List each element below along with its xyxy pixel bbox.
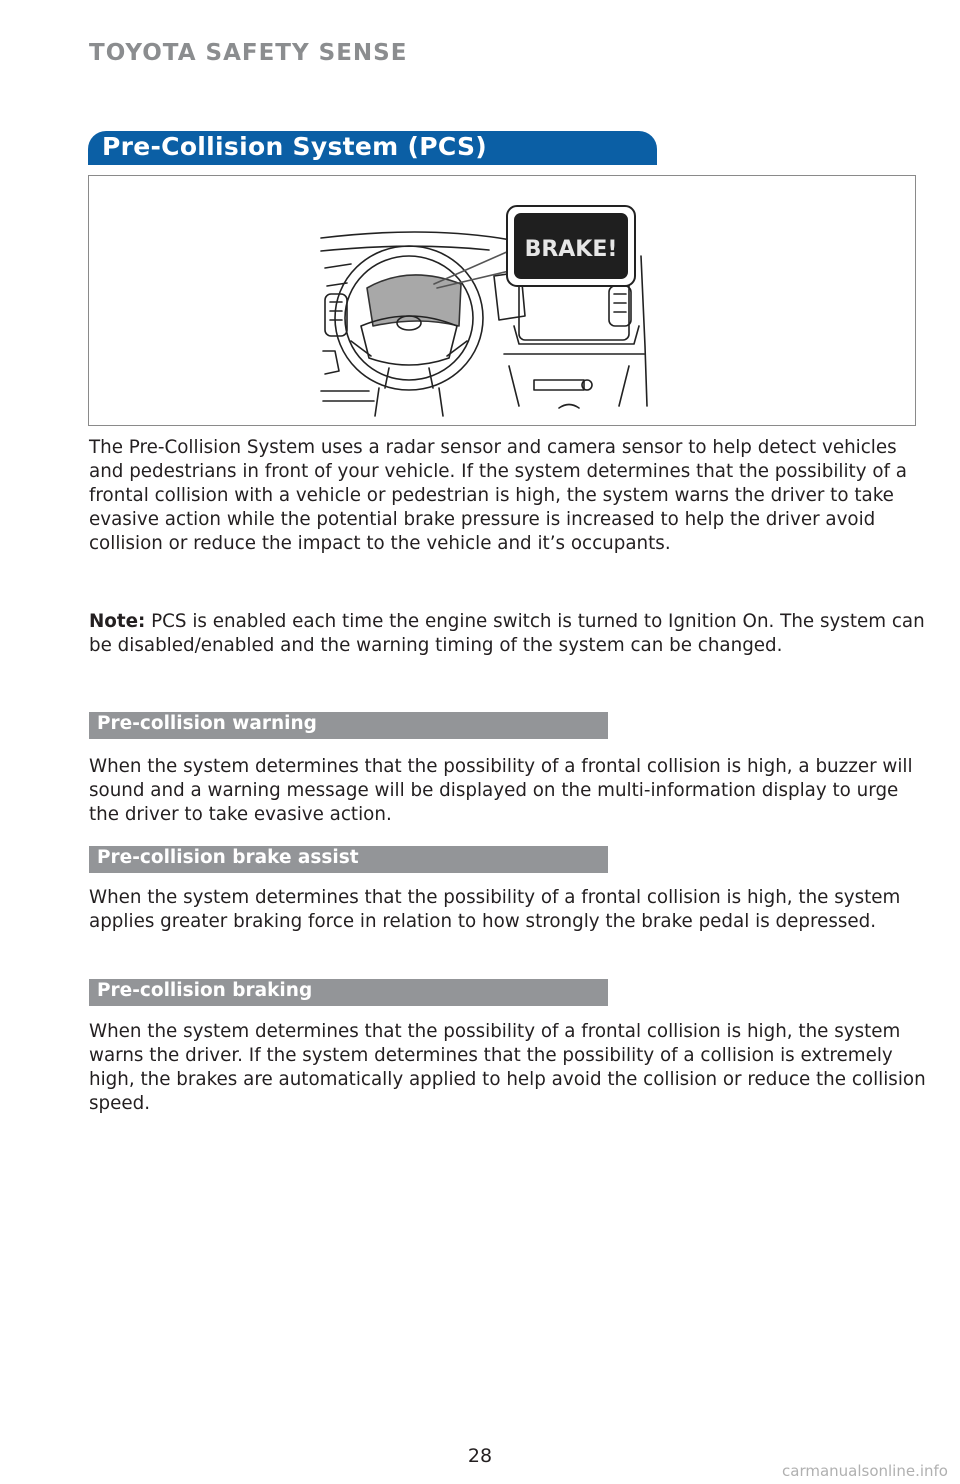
pre-collision-brake-assist-text: When the system determines that the possibility of a frontal collision is high, the system applies greater braking force in relation to how strongly the brake pedal is depressed.: [89, 887, 901, 932]
watermark: carmanualsonline.info: [782, 1462, 948, 1480]
section-header: TOYOTA SAFETY SENSE: [89, 40, 408, 66]
page-title: Pre-Collision System (PCS): [102, 132, 487, 161]
note-text: PCS is enabled each time the engine switch is turned to Ignition On. The system can be disabled/enabled and the warning timing of the system can be changed.: [89, 611, 925, 656]
subheading-pre-collision-warning: [89, 712, 608, 739]
subheading-label: Pre-collision warning: [97, 713, 317, 734]
subheading-label: Pre-collision brake assist: [97, 847, 359, 868]
subheading-label: Pre-collision braking: [97, 980, 313, 1001]
intro-paragraph: The Pre-Collision System uses a radar sensor and camera sensor to help detect vehicles and pedestrians in front of your vehicle. If the system determines that the possibility of a frontal collision with a vehicle or pedestrian is high, the system warns the driver to take evasive action while the potential brake pressure is increased to help the driver avoid collision or reduce the impact to the vehicle and it’s occupants.: [89, 437, 907, 554]
brake-warning-text: BRAKE!: [524, 237, 618, 262]
dashboard-drawing: [89, 176, 915, 425]
note-paragraph: [89, 610, 929, 658]
note-label: Note:: [89, 611, 146, 632]
page-title-bar: [88, 131, 657, 165]
pre-collision-braking-text: When the system determines that the possibility of a frontal collision is high, the system warns the driver. If the system determines that the possibility of a collision is extremely high, the brakes are automatically applied to help avoid the collision or reduce the collision speed.: [89, 1021, 926, 1114]
pre-collision-warning-text: When the system determines that the possibility of a frontal collision is high, a buzzer will sound and a warning message will be displayed on the multi-information display to urge the driver to take evasive action.: [89, 756, 913, 825]
dashboard-illustration: [88, 175, 916, 426]
page-number: 28: [467, 1445, 493, 1467]
subheading-pre-collision-brake-assist: [89, 846, 608, 873]
subheading-pre-collision-braking: [89, 979, 608, 1006]
